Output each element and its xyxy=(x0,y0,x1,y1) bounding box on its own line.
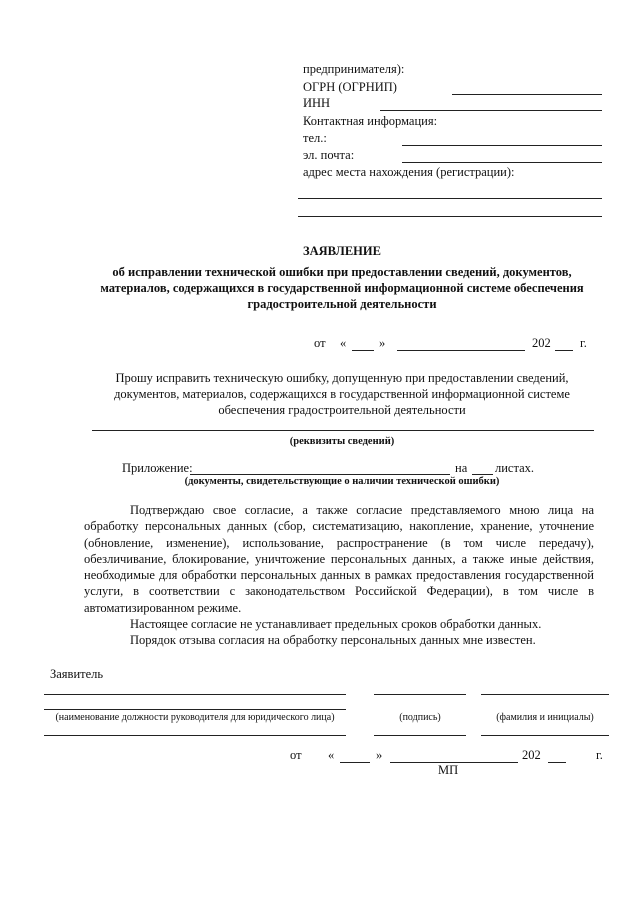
position-field[interactable] xyxy=(44,709,346,710)
name-caption: (фамилия и инициалы) xyxy=(496,712,594,723)
attachment-na: на xyxy=(455,461,468,475)
attachment-caption: (документы, свидетельствующие о наличии технической ошибки) xyxy=(184,476,500,487)
sign-field-bottom[interactable] xyxy=(374,735,466,736)
consent-paragraph-2: Настоящее согласие не устанавливает предельных сроков обработки данных. xyxy=(130,617,542,632)
consent-paragraph-3: Порядок отзыва согласия на обработку персональных данных мне известен. xyxy=(130,633,536,648)
inn-label: ИНН xyxy=(303,96,331,110)
document-title: ЗАЯВЛЕНИЕ xyxy=(303,244,381,258)
sign-date-close-quote: » xyxy=(376,748,383,762)
ogrn-label: ОГРН (ОГРНИП) xyxy=(303,80,397,94)
stamp-mp: МП xyxy=(438,763,459,777)
document-subtitle-3: градостроительной деятельности xyxy=(247,297,437,311)
email-label: эл. почта: xyxy=(303,148,355,162)
position-caption: (наименование должности руководителя для юридического лица) xyxy=(55,712,335,723)
applicant-fio-field-top[interactable] xyxy=(481,694,609,695)
inn-field[interactable] xyxy=(380,110,602,111)
request-details-caption: (реквизиты сведений) xyxy=(289,436,395,447)
predprinimatel-text: предпринимателя): xyxy=(303,62,405,76)
date-ot: от xyxy=(314,336,326,350)
sign-date-g: г. xyxy=(596,748,603,762)
ogrn-field[interactable] xyxy=(452,94,602,95)
applicant-sign-field-top[interactable] xyxy=(374,694,466,695)
date-g: г. xyxy=(580,336,587,350)
date-month-field[interactable] xyxy=(397,350,525,351)
request-details-field[interactable] xyxy=(92,430,594,431)
attachment-label: Приложение: xyxy=(122,461,193,475)
consent-paragraph-1: Подтверждаю свое согласие, а также согласие представляемого мною лица на обработку персональных данных (сбор, систематизацию, накопление, хранение, уточнение (обновление, изменение), использование, распространение (в том числе передачу), обезличивание, блокирование, уничтожение персональных данных, а также иные действия, необходимые для обработки персональных данных в рамках предоставления государственной услуги, в соответствии с законодательством Российской Федерации), в том числе в автоматизированном режиме. xyxy=(84,503,594,615)
address-field-2[interactable] xyxy=(298,216,602,217)
request-line-1: Прошу исправить техническую ошибку, допущенную при предоставлении сведений, xyxy=(115,371,569,385)
applicant-label: Заявитель xyxy=(50,667,104,681)
tel-label: тел.: xyxy=(303,131,327,145)
fio-field-bottom[interactable] xyxy=(481,735,609,736)
position-field-bottom[interactable] xyxy=(44,735,346,736)
consent-block xyxy=(84,502,594,649)
document-subtitle-1: об исправлении технической ошибки при предоставлении сведений, документов, xyxy=(112,265,572,279)
sign-date-year-prefix: 202 xyxy=(522,748,541,762)
address-field-1[interactable] xyxy=(298,198,602,199)
date-open-quote: « xyxy=(340,336,347,350)
attachment-pages-field[interactable] xyxy=(472,474,493,475)
request-line-3: обеспечения градостроительной деятельности xyxy=(218,403,466,417)
date-year-prefix: 202 xyxy=(532,336,551,350)
date-year-field[interactable] xyxy=(555,350,573,351)
date-day-field[interactable] xyxy=(352,350,374,351)
date-close-quote: » xyxy=(379,336,386,350)
attachment-field[interactable] xyxy=(190,474,450,475)
request-line-2: документов, материалов, содержащихся в государственной информационной системе xyxy=(114,387,570,401)
contact-label: Контактная информация: xyxy=(303,114,438,128)
sign-caption: (подпись) xyxy=(399,712,441,723)
sign-date-day-field[interactable] xyxy=(340,762,370,763)
sign-date-year-field[interactable] xyxy=(548,762,566,763)
sign-date-ot: от xyxy=(290,748,302,762)
document-subtitle-2: материалов, содержащихся в государственной информационной системе обеспечения xyxy=(100,281,584,295)
tel-field[interactable] xyxy=(402,145,602,146)
applicant-name-field[interactable] xyxy=(44,694,346,695)
email-field[interactable] xyxy=(402,162,602,163)
attachment-listah: листах. xyxy=(495,461,535,475)
address-label: адрес места нахождения (регистрации): xyxy=(303,165,515,179)
sign-date-open-quote: « xyxy=(328,748,335,762)
